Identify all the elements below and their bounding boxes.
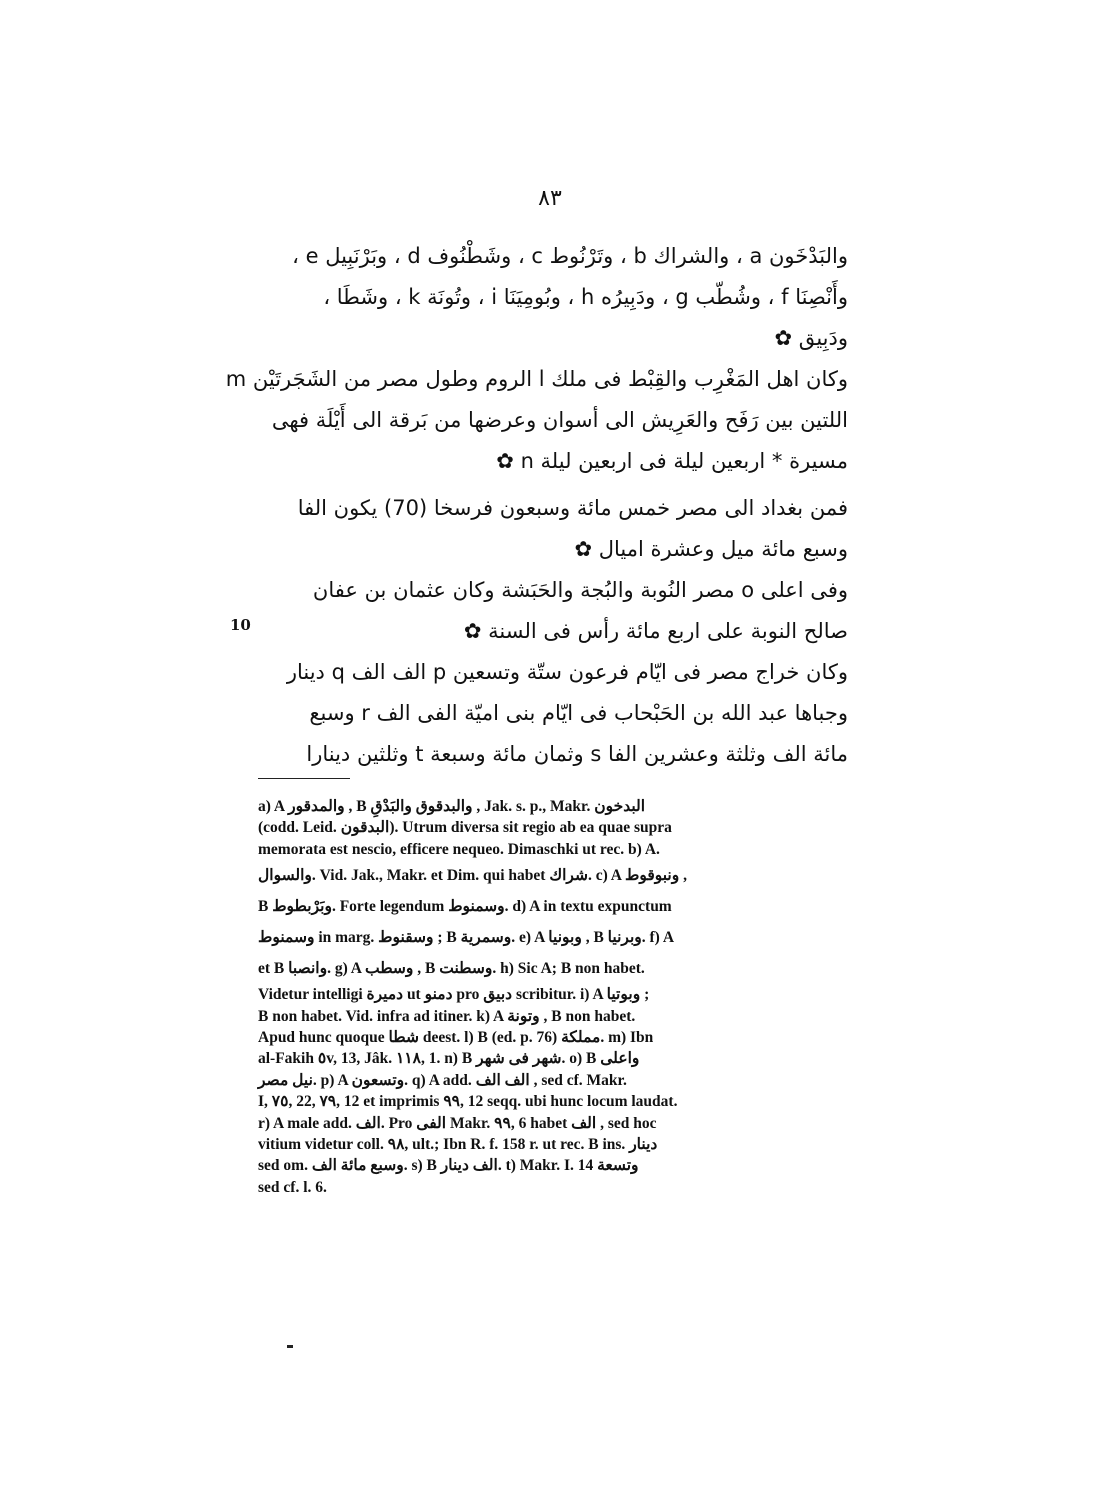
arabic-line: ودَبِيق ✿ [774, 326, 848, 350]
arabic-paragraph [258, 570, 848, 652]
arabic-line: فمن بغداد الى مصر خمس مائة وسبعون فرسخا (70) يكون الفا [297, 496, 848, 520]
arabic-line: وجباها عبد الله بن الحَبْحاب فى ايّام بنى اميّة الفى الف r وسبع [309, 701, 848, 725]
line-number-marker: 10 [230, 616, 251, 634]
arabic-line: وفى اعلى o مصر النُوبة والبُجة والحَبَشة وكان عثمان بن عفان [312, 578, 848, 602]
footnote-line: B وبَرْبطوط. Forte legendum وسمنوط. d) A in textu expunctum [258, 898, 672, 916]
arabic-line: مائة الف وثلثة وعشرين الفا s وثمان مائة وسبعة t وثلثين دينارا [306, 742, 848, 766]
footnote-line: (codd. Leid. البدقون). Utrum diversa sit regio ab ea quae supra [258, 819, 672, 837]
footnote-rule [258, 778, 350, 779]
page-number: ٨٣ [538, 186, 562, 211]
footnote-line: نيل مصر. p) A وتسعون. q) A add. الف الف , sed cf. Makr. [258, 1071, 627, 1089]
footnote-line: Videtur intelligi دميرة ut دمنو pro دبيق scribitur. i) A وبوتيا ; [258, 986, 650, 1004]
footnote-line: r) A male add. الف. Pro الفى Makr. ٩٩, 6 habet الف , sed hoc [258, 1114, 657, 1132]
arabic-paragraph [225, 359, 848, 482]
arabic-paragraph [258, 652, 848, 775]
arabic-line: مسيرة * اربعين ليلة فى اربعين ليلة n ✿ [496, 449, 848, 473]
footnote-line: et B وانصبا. g) A وسطب , B وسطنت. h) Sic A; B non habet. [258, 960, 645, 978]
footnote-line: والسوال. Vid. Jak., Makr. et Dim. qui habet شراك. c) A ونبوقوط , [258, 867, 687, 885]
footnote-line: sed om. وسبع مائة الف. s) B الف دينار. t) Makr. I. 14 وتسعة [258, 1157, 639, 1175]
footnote-line: B non habet. Vid. infra ad itiner. k) A وتونة , B non habet. [258, 1007, 636, 1025]
footnote-line: Apud hunc quoque شطا deest. l) B (ed. p. 76) مملكة. m) Ibn [258, 1028, 654, 1046]
footnote-line: memorata est nescio, efficere nequeo. Dimaschki ut rec. b) A. [258, 840, 660, 858]
footnote-line: وسمنوط in marg. وسقنوط ; B وسمرية. e) A وبونيا , B وبرنيا. f) A [258, 929, 675, 947]
arabic-line: اللتين بين رَفَح والعَرِيش الى أسوان وعرضها من بَرقة الى أَيْلَة فهى [271, 408, 848, 432]
footnote-line: sed cf. l. 6. [258, 1178, 327, 1196]
arabic-line: والبَدْخَون a ، والشراك b ، وتَرْنُوط c ، وشَطْنُوف d ، وبَرْنَبِيل e ، [292, 244, 848, 268]
footnotes [258, 796, 848, 1198]
arabic-line: وكان خراج مصر فى ايّام فرعون ستّة وتسعين p الف الف q دينار [286, 660, 848, 684]
arabic-line: وأَنْصِنَا f ، وشُطّب g ، ودَبِيرُه h ، وبُومِيَنَا i ، وتُونَة k ، وشَطَا ، [323, 285, 848, 309]
footnote-line: vitium videtur coll. ٩٨, ult.; Ibn R. f. 158 r. ut rec. B ins. دينار [258, 1135, 658, 1153]
arabic-paragraph [258, 236, 848, 359]
footnote-line: I, ٧٥, 22, ٧٩, 12 et imprimis ٩٩, 12 seqq. ubi hunc locum laudat. [258, 1093, 678, 1111]
arabic-line: صالح النوبة على اربع مائة رأس فى السنة ✿ [463, 619, 848, 643]
arabic-line: وكان اهل المَغْرِب والقِبْط فى ملك l الروم وطول مصر من الشَجَرتَيْن m [225, 367, 848, 391]
arabic-line: وسبع مائة ميل وعشرة اميال ✿ [574, 537, 848, 561]
footnote-line: a) A والمدقور , B والبدقوق والبَدْقِ , Jak. s. p., Makr. البدخون [258, 798, 646, 815]
stray-ink-mark [287, 1345, 293, 1348]
arabic-paragraph [258, 488, 848, 570]
footnote-line: al-Fakih ٥v, 13, Jâk. ١١٨, 1. n) B شهر فى شهر. o) B واعلى [258, 1050, 640, 1068]
